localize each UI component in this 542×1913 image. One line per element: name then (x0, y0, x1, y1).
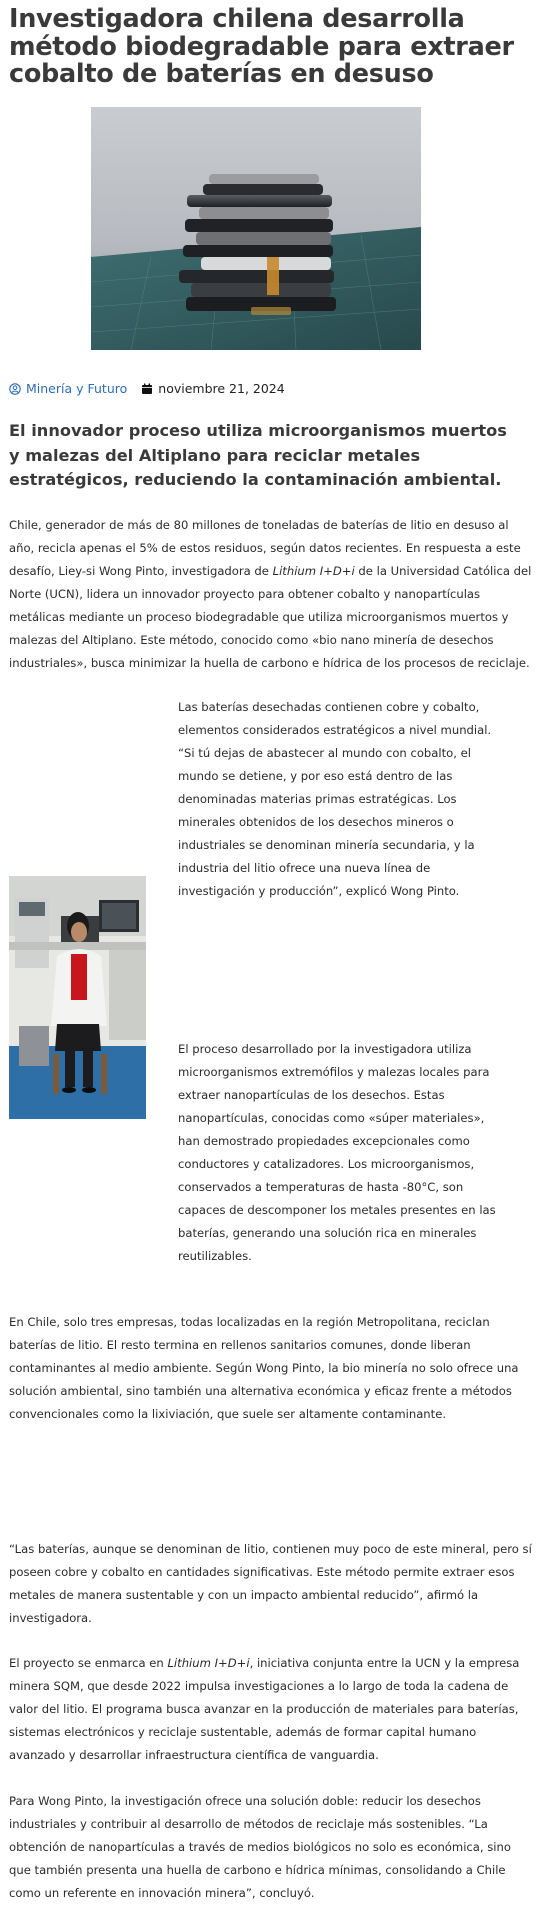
paragraph-intro-part-b: de la Universidad Católica del Norte (UCN), lidera un innovador proyecto para obtener cobalto y nanopartículas metálicas mediante un proceso biodegradable que utiliza microorganismos muertos y malezas del Altiplano. Este método, conocido como «bio nano minería de desechos industriales», busca minimizar la huella de carbono e hídrica de los procesos de reciclaje. (9, 564, 532, 670)
article-meta (9, 381, 285, 396)
calendar-icon (141, 383, 153, 395)
column-paragraph-process: El proceso desarrollado por la investigadora utiliza microorganismos extremófilos y malezas locales para extraer nanopartículas de los desechos. Estas nanopartículas, conocidas como «súper materiales», han demostrado propiedades excepcionales como conductores y catalizadores. Los microorganismos, conservados a temperaturas de hasta -80°C, son capaces de descomponer los metales presentes en las baterías, generando una solución rica en minerales reutilizables. (178, 1042, 496, 1263)
researcher-lab-illustration (9, 876, 146, 1119)
publish-date (141, 381, 284, 396)
category-label: Minería y Futuro (26, 381, 128, 396)
paragraph-intro (9, 514, 534, 675)
researcher-photo (9, 876, 146, 1119)
paragraph-conclusion: Para Wong Pinto, la investigación ofrece una solución doble: reducir los desechos industriales y contribuir al desarrollo de métodos de reciclaje más sostenibles. “La obtención de nanopartículas a través de medios biológicos no solo es económica, sino que también presenta una huella de carbono e hídrica mínimas, consolidando a Chile como un referente en innovación minera”, concluyó. (9, 1794, 511, 1900)
category-link[interactable] (9, 381, 127, 396)
paragraph-program-part-b: , iniciativa conjunta entre la UCN y la empresa minera SQM, que desde 2022 impulsa investigaciones a lo largo de toda la cadena de valor del litio. El programa busca avanzar en la producción de materiales para baterías, sistemas electrónicos y reciclaje sustentable, además de formar capital humano avanzado y desarrollar infraestructura científica de vanguardia. (9, 1656, 520, 1762)
paragraph-recycling-companies: En Chile, solo tres empresas, todas localizadas en la región Metropolitana, reciclan baterías de litio. El resto termina en rellenos sanitarios comunes, donde liberan contaminantes al medio ambiente. Según Wong Pinto, la bio minería no solo ofrece una solución ambiental, sino también una alternativa económica y eficaz frente a métodos convencionales como la lixiviación, que suele ser altamente contaminante. (9, 1315, 519, 1421)
lithium-program-name: Lithium I+D+i (272, 564, 355, 578)
article-subtitle: El innovador proceso utiliza microorganismos muertos y malezas del Altiplano para reciclar metales estratégicos, reduciendo la contaminación ambiental. (9, 421, 507, 489)
phones-stack-illustration (91, 107, 421, 350)
user-circle-icon (9, 383, 21, 395)
lithium-program-name-2: Lithium I+D+i (167, 1656, 250, 1670)
paragraph-quote-batteries: “Las baterías, aunque se denominan de litio, contienen muy poco de este mineral, pero sí poseen cobre y cobalto en cantidades significativas. Este método permite extraer esos metales de manera sustentable y con un impacto ambiental reducido”, afirmó la investigadora. (9, 1542, 532, 1625)
paragraph-program-part-a: El proyecto se enmarca en (9, 1656, 168, 1670)
column-paragraph-strategic-metals: Las baterías desechadas contienen cobre y cobalto, elementos considerados estratégicos a nivel mundial. “Si tú dejas de abastecer al mundo con cobalto, el mundo se detiene, y por eso está dentro de las denominadas materias primas estratégicas. Los minerales obtenidos de los desechos mineros o industriales se denominan minería secundaria, y la industria del litio ofrece una nueva línea de investigación y producción”, explicó Wong Pinto. (178, 700, 492, 898)
paragraph-program (9, 1652, 534, 1767)
date-label: noviembre 21, 2024 (158, 381, 285, 396)
hero-image-phones (91, 107, 421, 350)
article-title: Investigadora chilena desarrolla método biodegradable para extraer cobalto de baterías en desuso (9, 4, 514, 89)
paragraph-intro-part-a: Chile, generador de más de 80 millones de toneladas de baterías de litio en desuso al año, recicla apenas el 5% de estos residuos, según datos recientes. En respuesta a este desafío, Liey-si Wong Pinto, investigadora de (9, 518, 521, 578)
